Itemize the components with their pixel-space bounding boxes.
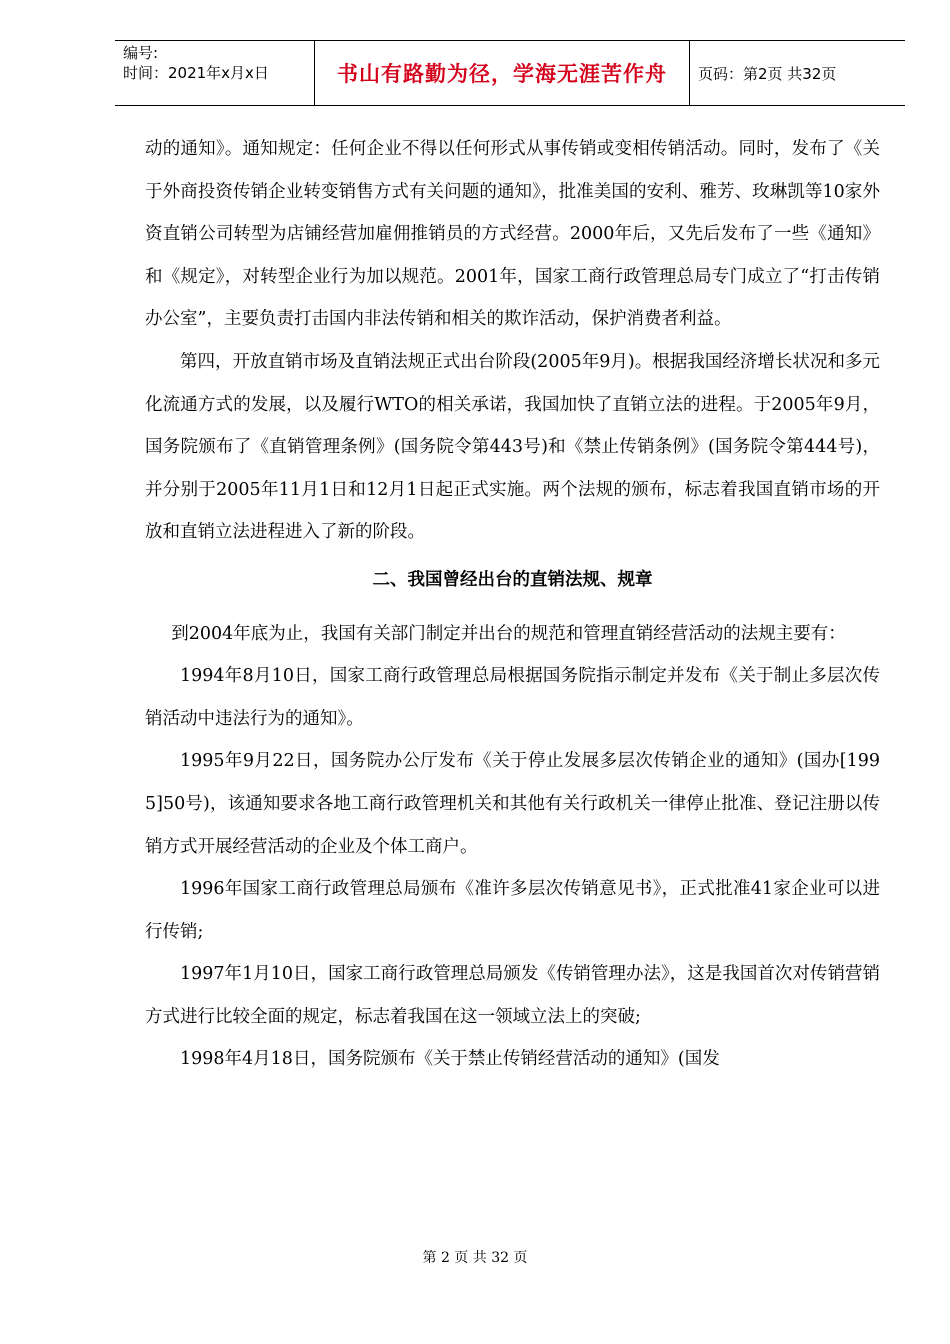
document-number-label: 编号: xyxy=(123,44,159,62)
paragraph: 1997年1月10日，国家工商行政管理总局颁发《传销管理办法》，这是我国首次对传销营销方式进行比较全面的规定，标志着我国在这一领域立法上的突破; xyxy=(145,964,880,1027)
section-heading: 二、我国曾经出台的直销法规、规章 xyxy=(372,569,653,590)
header-meta xyxy=(115,41,315,105)
paragraph: 1994年8月10日，国家工商行政管理总局根据国务院指示制定并发布《关于制止多层次传销活动中违法行为的通知》。 xyxy=(145,666,880,729)
header-motto: 书山有路勤为径，学海无涯苦作舟 xyxy=(315,41,690,105)
paragraph: 到2004年底为止，我国有关部门制定并出台的规范和管理直销经营活动的法规主要有： xyxy=(171,623,846,644)
paragraph: 1996年国家工商行政管理总局颁布《准许多层次传销意见书》，正式批准41家企业可以进行传销; xyxy=(145,879,880,942)
paragraph: 1995年9月22日，国务院办公厅发布《关于停止发展多层次传销企业的通知》(国办[1995]50号)，该通知要求各地工商行政管理机关和其他有关行政机关一律停止批准、登记注册以传销方式开展经营活动的企业及个体工商户。 xyxy=(145,751,880,857)
document-body xyxy=(145,128,880,1081)
paragraph: 1998年4月18日，国务院颁布《关于禁止传销经营活动的通知》(国发 xyxy=(180,1049,720,1070)
paragraph: 动的通知》。通知规定：任何企业不得以任何形式从事传销或变相传销活动。同时，发布了《关于外商投资传销企业转变销售方式有关问题的通知》，批准美国的安利、雅芳、玫琳凯等10家外资直销公司转型为店铺经营加雇佣推销员的方式经营。2000年后，又先后发布了一些《通知》和《规定》，对转型企业行为加以规范。2001年，国家工商行政管理总局专门成立了“打击传销办公室”，主要负责打击国内非法传销和相关的欺诈活动，保护消费者利益。 xyxy=(145,139,880,330)
paragraph: 第四，开放直销市场及直销法规正式出台阶段(2005年9月)。根据我国经济增长状况和多元化流通方式的发展，以及履行WTO的相关承诺，我国加快了直销立法的进程。于2005年9月，国务院颁布了《直销管理条例》(国务院令第443号)和《禁止传销条例》(国务院令第444号)，并分别于2005年11月1日和12月1日起正式实施。两个法规的颁布，标志着我国直销市场的开放和直销立法进程进入了新的阶段。 xyxy=(145,351,880,543)
header-page-info: 页码：第2页 共32页 xyxy=(698,64,837,83)
document-time-label: 时间：2021年x月x日 xyxy=(123,64,269,82)
page-footer: 第 2 页 共 32 页 xyxy=(422,1250,528,1266)
page-header xyxy=(115,40,905,106)
